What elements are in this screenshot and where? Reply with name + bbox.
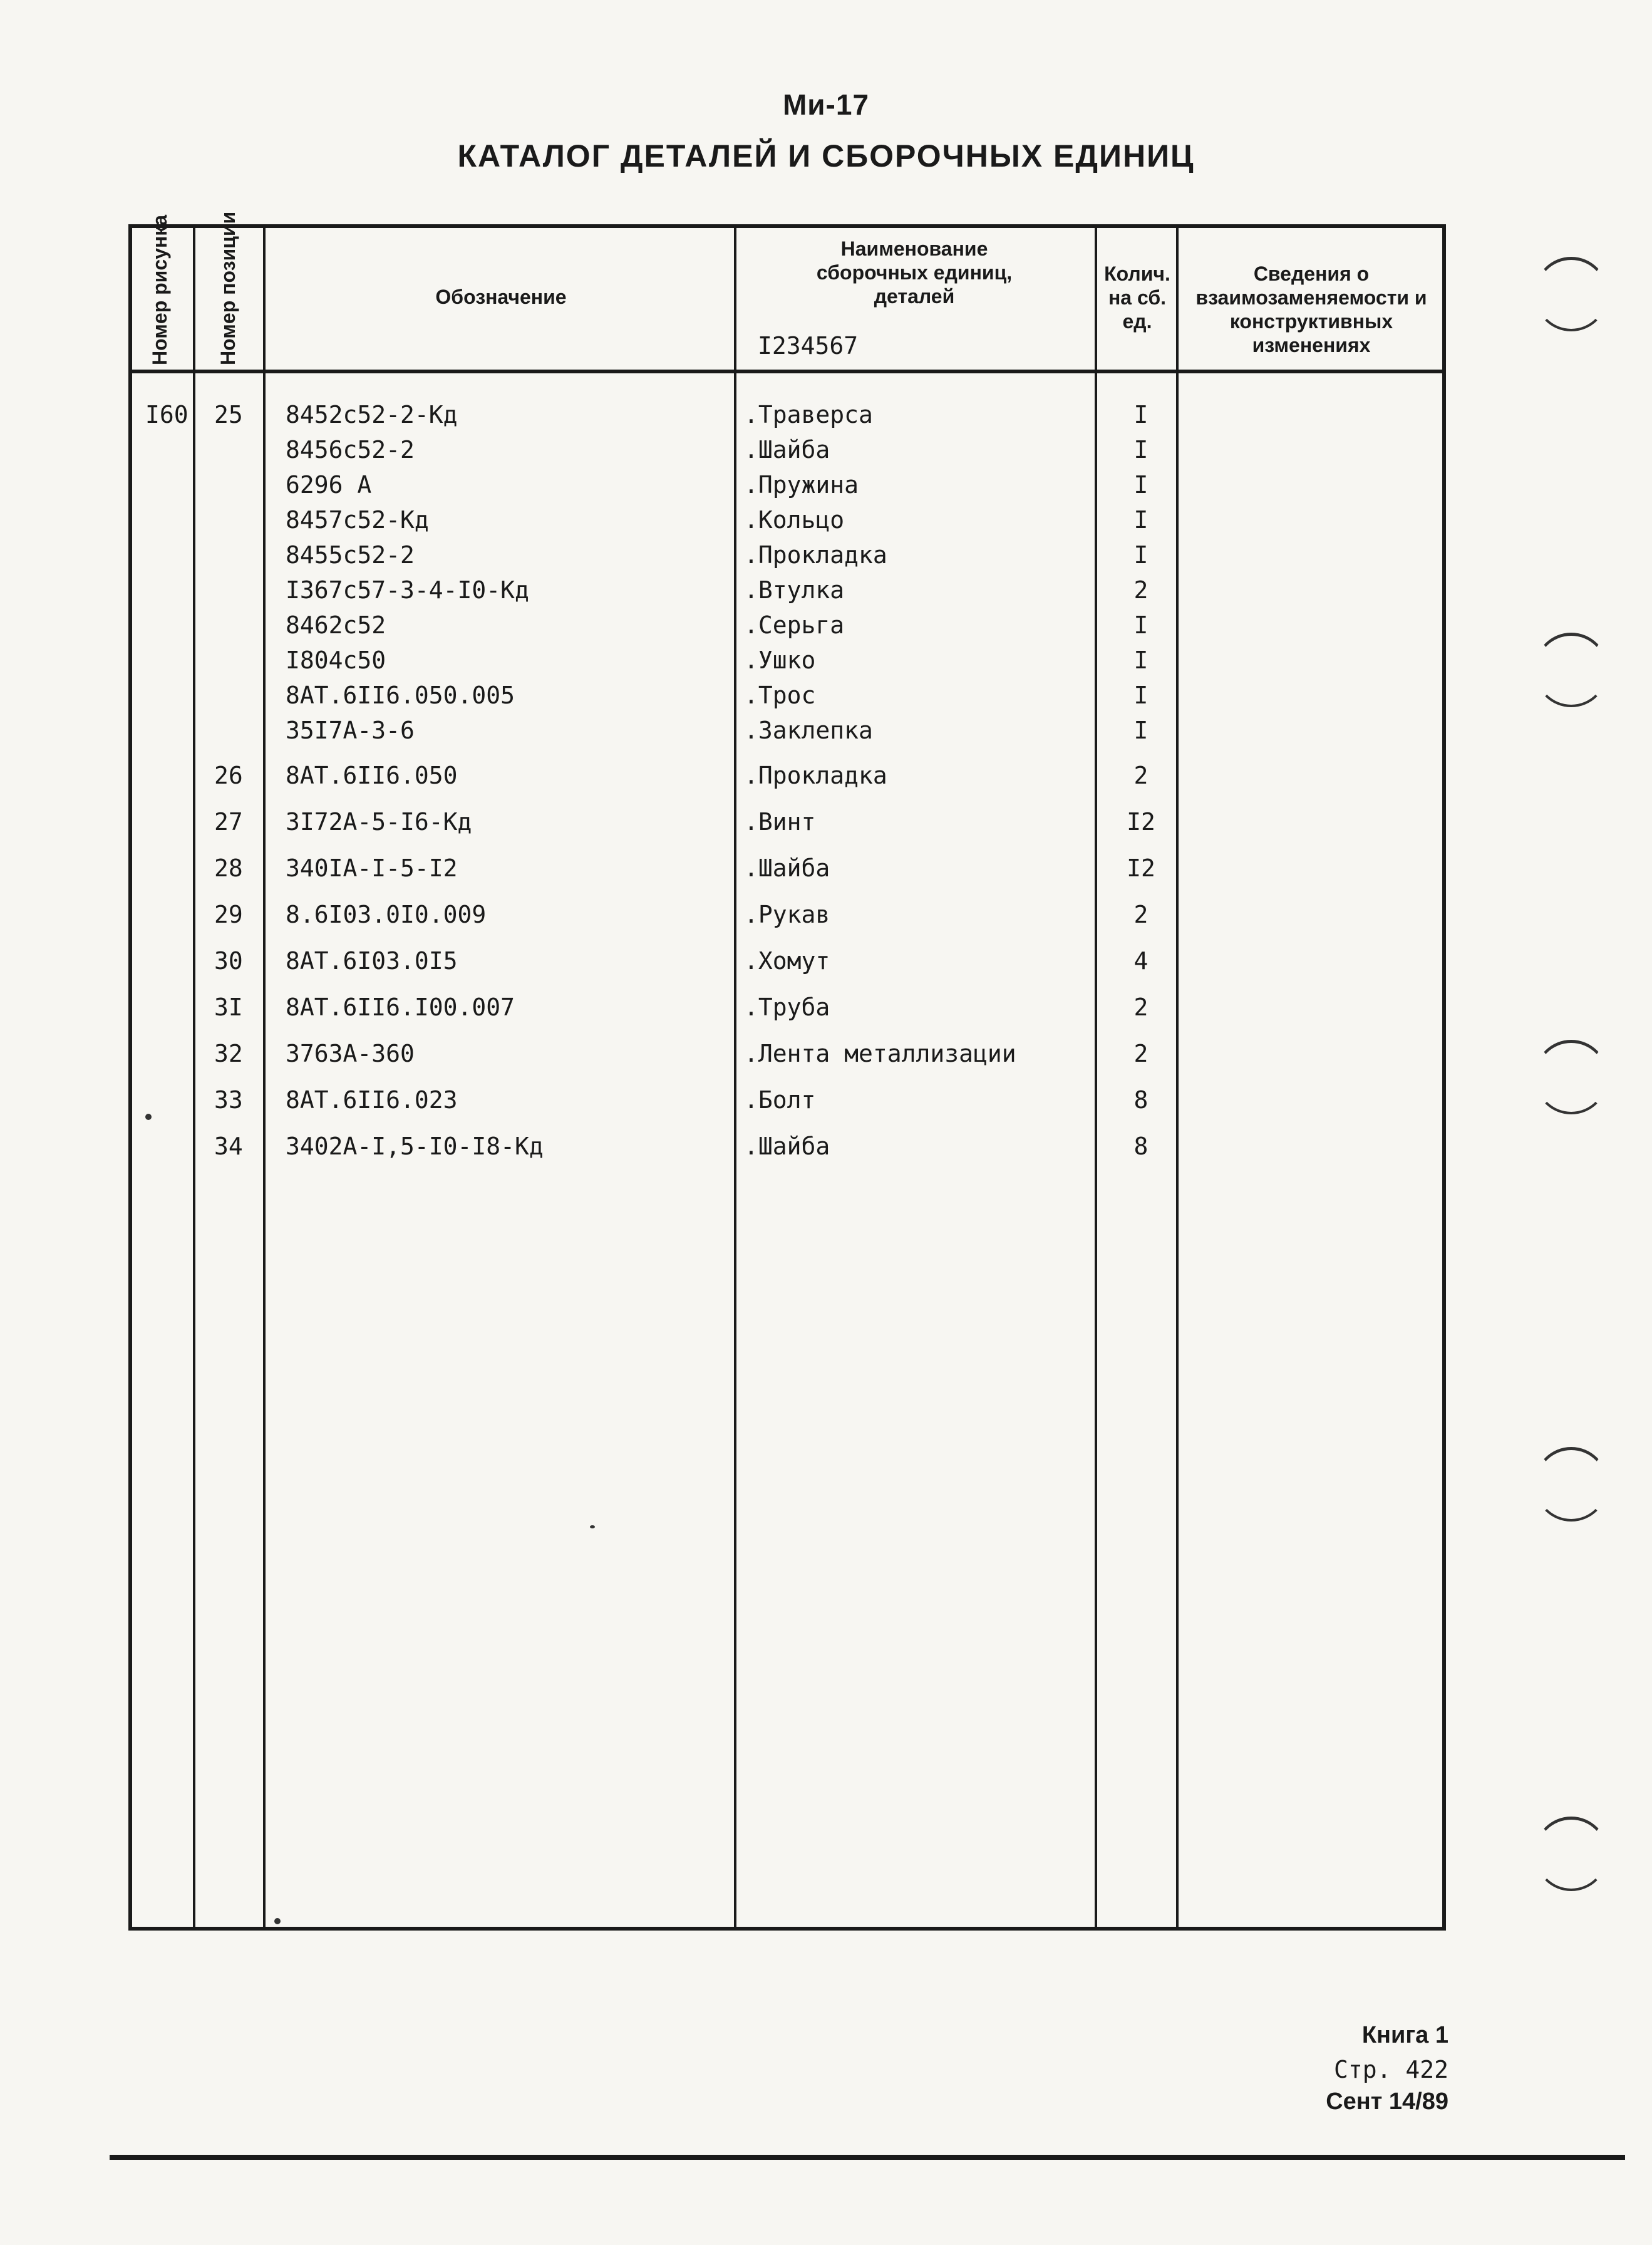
table-row xyxy=(0,471,1652,506)
quantity-cell: I xyxy=(1133,611,1149,639)
designation-cell: 8452с52-2-Кд xyxy=(286,401,458,428)
header-position-number: Номер позиции xyxy=(217,211,239,365)
designation-cell: I804с50 xyxy=(286,646,386,674)
table-row xyxy=(0,646,1652,682)
designation-cell: 8462с52 xyxy=(286,611,386,639)
name-cell: .Серьга xyxy=(744,611,845,639)
name-cell: .Прокладка xyxy=(744,541,887,569)
name-cell: .Винт xyxy=(744,808,816,836)
position-cell: 27 xyxy=(214,808,243,836)
designation-cell: 8АТ.6II6.I00.007 xyxy=(286,993,515,1021)
designation-cell: 35I7А-3-6 xyxy=(286,717,415,744)
binder-hole-icon xyxy=(1534,257,1608,331)
page-number: Стр. 422 xyxy=(1333,2056,1448,2083)
table-row xyxy=(0,1133,1652,1168)
table-row xyxy=(0,576,1652,611)
header-figure-number: Номер рисунка xyxy=(148,214,171,365)
bottom-rule xyxy=(110,2155,1625,2160)
position-cell: 26 xyxy=(214,762,243,789)
designation-cell: 8АТ.6II6.023 xyxy=(286,1086,458,1114)
table-row xyxy=(0,993,1652,1029)
header-divider xyxy=(128,370,1446,373)
header-notes: Сведения о взаимозаменяемости и конструктивных изменениях xyxy=(1195,262,1427,356)
name-cell: .Шайба xyxy=(744,436,830,464)
name-cell: .Шайба xyxy=(744,854,830,882)
position-cell: 32 xyxy=(214,1040,243,1067)
designation-cell: 3402А-I,5-I0-I8-Кд xyxy=(286,1133,544,1160)
header-name-code: I234567 xyxy=(758,332,859,360)
quantity-cell: 8 xyxy=(1133,1133,1149,1160)
name-cell: .Болт xyxy=(744,1086,816,1114)
designation-cell: 8АТ.6I03.0I5 xyxy=(286,947,458,975)
quantity-cell: 4 xyxy=(1133,947,1149,975)
quantity-cell: 2 xyxy=(1133,1040,1149,1067)
binder-hole-icon xyxy=(1534,1447,1608,1522)
table-row xyxy=(0,506,1652,541)
revision-date: Сент 14/89 xyxy=(1326,2088,1448,2115)
quantity-cell: I xyxy=(1133,682,1149,709)
name-cell: .Прокладка xyxy=(744,762,887,789)
table-row xyxy=(0,1086,1652,1121)
table-row xyxy=(0,762,1652,797)
designation-cell: 8457с52-Кд xyxy=(286,506,429,534)
quantity-cell: I xyxy=(1133,471,1149,499)
table-row xyxy=(0,901,1652,936)
table-row xyxy=(0,947,1652,982)
position-cell: 34 xyxy=(214,1133,243,1160)
table-row xyxy=(0,436,1652,471)
table-row xyxy=(0,682,1652,717)
quantity-cell: 8 xyxy=(1133,1086,1149,1114)
table-row xyxy=(0,401,1652,436)
table-row xyxy=(0,611,1652,646)
designation-cell: 8АТ.6II6.050.005 xyxy=(286,682,515,709)
designation-cell: 8АТ.6II6.050 xyxy=(286,762,458,789)
name-cell: .Шайба xyxy=(744,1133,830,1160)
quantity-cell: 2 xyxy=(1133,901,1149,928)
book-label: Книга 1 xyxy=(1361,2022,1448,2048)
table-row xyxy=(0,541,1652,576)
name-cell: .Траверса xyxy=(744,401,873,428)
header-quantity: Колич. на сб. ед. xyxy=(1104,262,1170,333)
binder-hole-icon xyxy=(1534,1040,1608,1114)
catalog-title: КАТАЛОГ ДЕТАЛЕЙ И СБОРОЧНЫХ ЕДИНИЦ xyxy=(457,138,1195,174)
quantity-cell: I2 xyxy=(1127,854,1155,882)
designation-cell: 6296 А xyxy=(286,471,372,499)
quantity-cell: I xyxy=(1133,506,1149,534)
designation-cell: 8456с52-2 xyxy=(286,436,415,464)
quantity-cell: 2 xyxy=(1133,576,1149,604)
name-cell: .Рукав xyxy=(744,901,830,928)
quantity-cell: 2 xyxy=(1133,993,1149,1021)
name-cell: .Лента металлизации xyxy=(744,1040,1016,1067)
position-cell: 3I xyxy=(214,993,243,1021)
quantity-cell: I xyxy=(1133,646,1149,674)
name-cell: .Кольцо xyxy=(744,506,845,534)
table-row xyxy=(0,808,1652,843)
table-row xyxy=(0,1040,1652,1075)
header-designation: Обозначение xyxy=(435,286,567,308)
name-cell: .Трос xyxy=(744,682,816,709)
table-row xyxy=(0,717,1652,752)
designation-cell: I367с57-3-4-I0-Кд xyxy=(286,576,529,604)
name-cell: .Ушко xyxy=(744,646,816,674)
designation-cell: 8.6I03.0I0.009 xyxy=(286,901,487,928)
quantity-cell: I2 xyxy=(1127,808,1155,836)
position-cell: 29 xyxy=(214,901,243,928)
figure-cell: I60 xyxy=(145,401,188,428)
position-cell: 30 xyxy=(214,947,243,975)
binder-hole-icon xyxy=(1534,1817,1608,1891)
table-row xyxy=(0,854,1652,889)
designation-cell: 340IА-I-5-I2 xyxy=(286,854,458,882)
quantity-cell: I xyxy=(1133,717,1149,744)
name-cell: .Труба xyxy=(744,993,830,1021)
document-model: Ми-17 xyxy=(782,88,870,121)
name-cell: .Заклепка xyxy=(744,717,873,744)
header-name: Наименование сборочных единиц, деталей xyxy=(816,237,1013,308)
designation-cell: 8455с52-2 xyxy=(286,541,415,569)
position-cell: 33 xyxy=(214,1086,243,1114)
position-cell: 28 xyxy=(214,854,243,882)
name-cell: .Втулка xyxy=(744,576,845,604)
scan-speck xyxy=(145,1114,152,1120)
quantity-cell: I xyxy=(1133,436,1149,464)
name-cell: .Хомут xyxy=(744,947,830,975)
quantity-cell: 2 xyxy=(1133,762,1149,789)
designation-cell: 3763А-360 xyxy=(286,1040,415,1067)
designation-cell: 3I72А-5-I6-Кд xyxy=(286,808,472,836)
position-cell: 25 xyxy=(214,401,243,428)
quantity-cell: I xyxy=(1133,401,1149,428)
quantity-cell: I xyxy=(1133,541,1149,569)
scan-speck xyxy=(590,1525,595,1528)
name-cell: .Пружина xyxy=(744,471,859,499)
binder-hole-icon xyxy=(1534,633,1608,707)
scan-speck xyxy=(274,1918,281,1924)
